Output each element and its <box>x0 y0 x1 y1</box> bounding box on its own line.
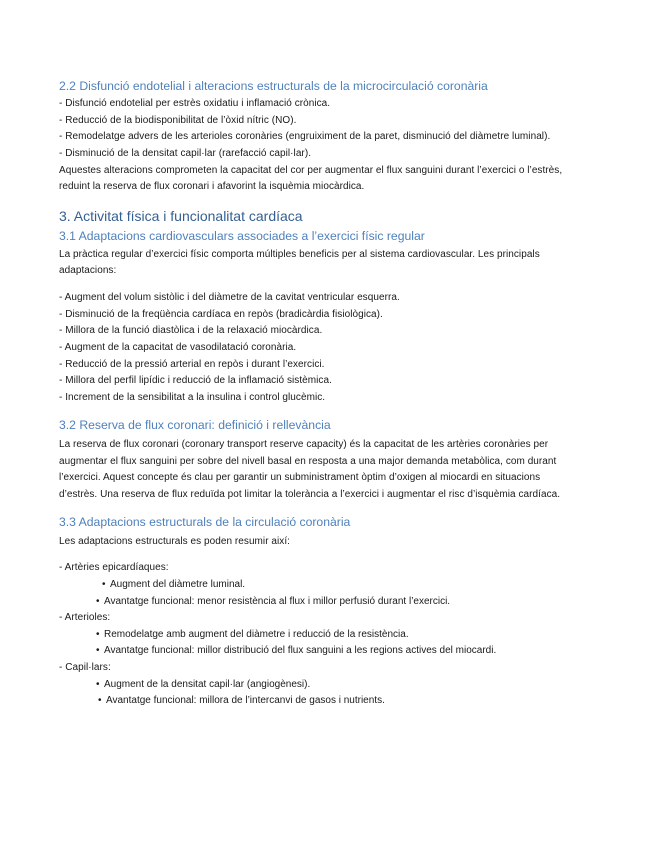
list-item: - Reducció de la biodisponibilitat de l’òxid nítric (NO). <box>59 115 297 126</box>
paragraph-line: La reserva de flux coronari (coronary transport reserve capacity) és la capacitat de les artèries coronàries per <box>59 439 549 450</box>
list-item: - Augment de la capacitat de vasodilatació coronària. <box>59 342 297 353</box>
list-item: - Millora de la funció diastòlica i de la relaxació miocàrdica. <box>59 325 323 336</box>
list-item: - Disfunció endotelial per estrès oxidatiu i inflamació crònica. <box>59 98 331 109</box>
vessel-label-epicardial: - Artèries epicardíaques: <box>59 562 169 573</box>
paragraph-line: l’exercici. Aquest concepte és clau per garantir un subministrament òptim d’oxigen al miocardi en situacions <box>59 472 541 483</box>
paragraph-line: adaptacions: <box>59 265 117 276</box>
list-item: - Disminució de la freqüència cardíaca en repòs (bradicàrdia fisiològica). <box>59 309 383 320</box>
paragraph-line: Aquestes alteracions comprometen la capacitat del cor per augmentar el flux sanguini durant l’exercici o l’estrès, <box>59 165 563 176</box>
list-item: - Remodelatge advers de les arterioles coronàries (engruiximent de la paret, disminució del diàmetre luminal). <box>59 131 551 142</box>
list-item: - Disminució de la densitat capil·lar (rarefacció capil·lar). <box>59 148 312 159</box>
section-3-3-heading: 3.3 Adaptacions estructurals de la circulació coronària <box>59 515 351 529</box>
bullet-icon: • <box>96 629 100 640</box>
section-3-2-heading: 3.2 Reserva de flux coronari: definició i rellevància <box>59 418 331 432</box>
list-item: - Reducció de la pressió arterial en repòs i durant l’exercici. <box>59 359 325 370</box>
bullet-icon: • <box>98 695 102 706</box>
paragraph-line: augmentar el flux sanguini per sobre del nivell basal en resposta a una major demanda metabòlica, com durant <box>59 456 557 467</box>
bullet-icon: • <box>96 679 100 690</box>
sub-bullet-item: Augment de la densitat capil·lar (angiogènesi). <box>104 679 311 690</box>
section-2-2-heading: 2.2 Disfunció endotelial i alteracions estructurals de la microcirculació coronària <box>59 79 488 93</box>
paragraph-line: Les adaptacions estructurals es poden resumir així: <box>59 536 291 547</box>
section-3-heading: 3. Activitat física i funcionalitat cardíaca <box>59 208 303 224</box>
paragraph-line: La pràctica regular d’exercici físic comporta múltiples beneficis per al sistema cardiovascular. Les principals <box>59 249 540 260</box>
sub-bullet-item: Augment del diàmetre luminal. <box>110 579 246 590</box>
list-item: - Millora del perfil lipídic i reducció de la inflamació sistèmica. <box>59 375 332 386</box>
paragraph-line: reduint la reserva de flux coronari i afavorint la isquèmia miocàrdica. <box>59 181 365 192</box>
paragraph-line: d’estrès. Una reserva de flux reduïda pot limitar la tolerància a l’exercici i augmentar el risc d’isquèmia cardíaca. <box>59 489 561 500</box>
bullet-icon: • <box>102 579 106 590</box>
list-item: - Augment del volum sistòlic i del diàmetre de la cavitat ventricular esquerra. <box>59 292 400 303</box>
bullet-icon: • <box>96 645 100 656</box>
section-3-1-heading: 3.1 Adaptacions cardiovasculars associades a l’exercici físic regular <box>59 229 425 243</box>
vessel-label-arterioles: - Arterioles: <box>59 612 111 623</box>
sub-bullet-item: Remodelatge amb augment del diàmetre i reducció de la resistència. <box>104 629 409 640</box>
vessel-label-capillaries: - Capil·lars: <box>59 662 111 673</box>
sub-bullet-item: Avantatge funcional: millor distribució del flux sanguini a les regions actives del miocardi. <box>104 645 497 656</box>
bullet-icon: • <box>96 596 100 607</box>
sub-bullet-item: Avantatge funcional: millora de l’intercanvi de gasos i nutrients. <box>106 695 385 706</box>
sub-bullet-item: Avantatge funcional: menor resistència al flux i millor perfusió durant l’exercici. <box>104 596 451 607</box>
list-item: - Increment de la sensibilitat a la insulina i control glucèmic. <box>59 392 326 403</box>
